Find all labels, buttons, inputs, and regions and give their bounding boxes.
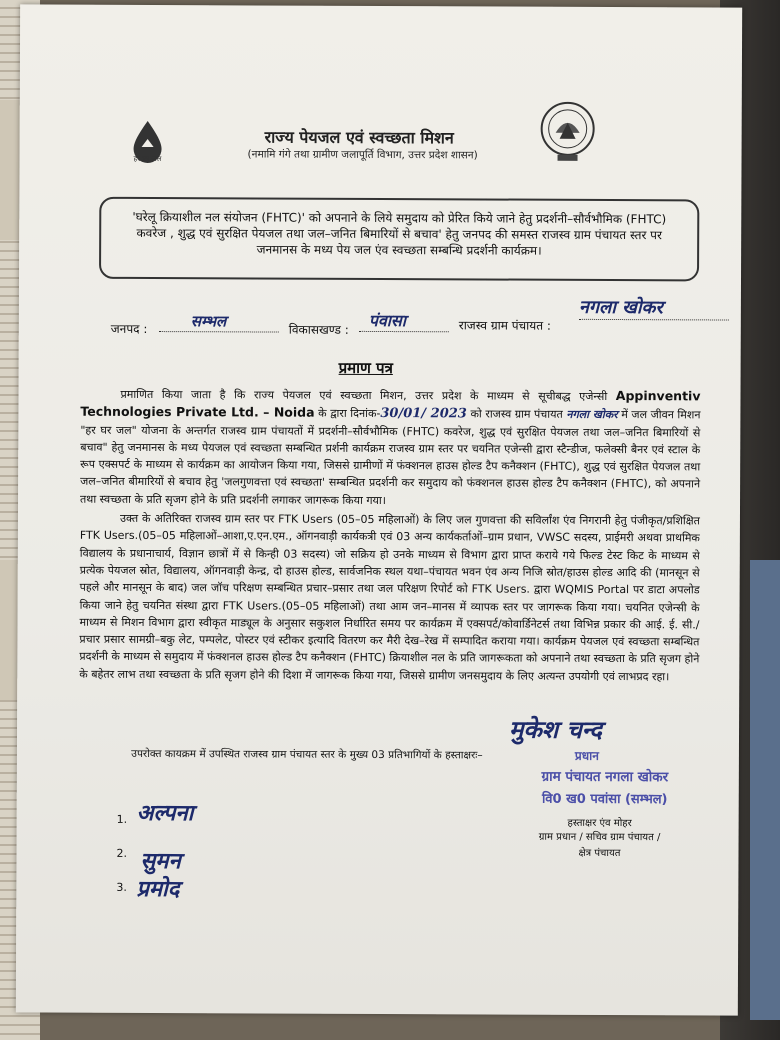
witness-3-signature: प्रमोद xyxy=(136,875,180,903)
village-field xyxy=(579,295,729,321)
logo-caption: हर घर जल xyxy=(133,154,162,164)
district-label: जनपद : xyxy=(110,321,148,336)
certificate-heading: प्रमाण पत्र xyxy=(338,358,393,378)
signatory-role-label: ग्राम प्रधान / सचिव ग्राम पंचायत / xyxy=(538,831,661,844)
village-value: नगला खोकर xyxy=(579,295,729,321)
stamp-line-1: ग्राम पंचायत नगला खोकर xyxy=(541,768,669,786)
page-title: राज्य पेयजल एवं स्वच्छता मिशन xyxy=(264,127,454,148)
certificate-page xyxy=(16,4,742,1015)
witness-intro: उपरोक्त कायक्रम में उपस्थित राजस्व ग्राम पंचायत स्तर के मुख्य 03 प्रतिभागियों के हस्ताक्षरः– xyxy=(131,747,483,762)
date-prefix: के द्वारा दिनांक- xyxy=(318,407,381,421)
signatory-area-label: क्षेत्र पंचायत xyxy=(578,847,621,860)
district-field xyxy=(159,311,279,333)
program-banner: 'घरेलू क्रियाशील नल संयोजन (FHTC)' को अपनाने के लिये समुदाय को प्रेरित किये जाने हेतु प्रदर्शनी–सौर्वभौमिक (FHTC) कवरेज , शुद्ध एवं सुरक्षित पेयजल तथा जल–जनित बिमारियों से बचाव' हेतु जनपद की समस्त राजस्व ग्राम पंचायत स्तर पर जनमानस के मध्य पेय जल एंव स्वच्छता सम्बन्धि प्रदर्शनी कार्यक्रम। xyxy=(99,197,699,282)
pradhan-signature: मुकेश चन्द xyxy=(508,714,602,744)
para1-rest: में जल जीवन मिशन "हर घर जल" योजना के अन्तर्गत राजस्व ग्राम पंचायतों में प्रदर्शनी–सौर्वभौमिक (FHTC) कवरेज, शुद्ध एवं सुरक्षित पेयजल तथा जल–जनित बिमारियों से बचाव" हेतु जनमानस के मध्य पेयजल एवं स्वच्छता सम्बन्धित प्रर्शनी कार्यक्रम राजस्व ग्राम स्तर पर चयनित एजेन्सी द्वारा स्टैन्डीज, फलेक्सी बैनर एवं स्टाल के रूप एक्सपर्ट के माध्यम से कार्यक्रम का आयोजन किया गया, जिससे ग्रामीणों में फंक्शनल हाउस होल्ड टैप कनैक्शन (FHTC), शुद्ध एवं सुरक्षित पेयजल तथा जल–जनित बीमारियों से बचाव हेतु 'जलगुणवत्ता एवं स्वच्छता' सम्बन्धित प्रदर्शनी कर समुदाय को फंक्शनल हाउस होल्ड टैप कनैक्शन (FHTC), को अपनाने तथा स्वच्छता के प्रति सृजग होने के प्रति प्रदर्शनी लगाकर जागरूक किया गया। xyxy=(80,408,701,507)
block-field xyxy=(359,309,449,332)
witness-1-number: 1. xyxy=(116,812,128,826)
district-value: सम्भल xyxy=(159,311,279,333)
witness-2-signature: सुमन xyxy=(140,847,181,875)
certificate-body xyxy=(79,385,700,686)
village-label: राजस्व ग्राम पंचायत : xyxy=(458,318,551,333)
paragraph-2: उक्त के अतिरिक्त राजस्व ग्राम स्तर पर FTK Users (05–05 महिलाओं) के लिए जल गुणवत्ता की सविर्लांश एंव निगरानी हेतु पंजीकृत/प्रशिक्षित FTK Users.(05–05 महिलाओं–आशा,ए.एन.एम., ऑगनवाड़ी कार्यकत्री एवं 03 अन्य कार्यकर्ताओं–ग्राम प्रधान, VWSC सदस्य, प्राईमरी अथवा प्राथमिक विद्यालय के प्रधानाचार्य, विज्ञान छात्रों में से किन्ही 03 सदस्य) जो सक्रिय हो उनके माध्यम से विभाग द्वारा प्राप्त कराये गये फिल्ड टेस्ट किट के माध्यम से प्रत्येक पेयजल स्रोत, विद्यालय, ऑगनवाड़ी केन्द्र, दो हाउस होल्ड, सार्वजनिक स्थल यथा–पंचायत भवन एंव अन्य निजि स्रोत/हाउस होल्ड आदि की (मानसून से पहले और मानसून के बाद) जल जॉच परिक्षण सम्बन्धित प्रचार–प्रसार तथा जल परिक्षण रिपोर्ट को FTK Users. द्वारा WQMIS Portal पर डाटा अपलोड किया जाने हेतु चयनित संस्था द्वारा FTK Users.(05–05 महिलाओं) तथा आम जन–मानस में व्यापक स्तर पर जागरूक किया गया। चयनित एजेन्सी के माध्यम से मिशन विभाग द्वारा स्वीकृत माड्यूल के अनुसार सकुशल निर्धारित समय पर कार्यक्रम में एक्सपर्ट/कोवार्डिनेटर्स तथा विभिन्न प्रकार की आई. ई. सी./प्रचार प्रसार सामग्री–बकु लेट, पम्पलेट, पोस्टर एवं स्टीकर इत्यादि वितरण कर मैरी देख–रेख में सम्पादित कराया गया। कार्यक्रम पेयजल एवं स्वच्छता सम्बन्धित प्रदर्शनी के माध्यम से समुदाय में फंक्शनल हाउस होल्ड टैप कनैक्शन (FHTC) क्रियाशील नल के प्रति जागरूकता को अपनाने तथा स्वच्छता के प्रति सृजग होने के बहेतर लाभ तथा स्वच्छता के प्रति सृजग होने की दिशा में जागरूक किया गया, जिससे ग्रामीण जनसमुदाय के लिए अत्यन्त उपयोगी एवं लाभप्रद रहा। xyxy=(79,511,700,684)
pradhan-title: प्रधान xyxy=(574,748,599,763)
witness-1-signature: अल्पना xyxy=(136,799,194,827)
background-paper xyxy=(750,560,780,1020)
agency-name: Appinventiv Technologies Private Ltd. – Noida xyxy=(80,388,701,421)
paragraph-1 xyxy=(80,385,701,511)
up-government-emblem xyxy=(538,99,598,165)
signature-seal-label: हस्ताक्षर एंव मोहर xyxy=(567,817,632,830)
witness-3-number: 3. xyxy=(116,880,127,894)
para1-mid: को राजस्व ग्राम पंचायत xyxy=(470,407,563,422)
para1-intro: प्रमाणित किया जाता है कि राज्य पेयजल एवं स्वच्छता मिशन, उत्तर प्रदेश के माध्यम से सूचीबद्ध एजेन्सी xyxy=(120,387,608,403)
program-date: 30/01/ 2023 xyxy=(380,406,467,422)
block-label: विकासखण्ड : xyxy=(288,322,349,337)
page-subtitle: (नमामि गंगे तथा ग्रामीण जलापूर्ति विभाग, उत्तर प्रदेश शासन) xyxy=(247,148,478,162)
block-value: पंवासा xyxy=(359,309,449,332)
stamp-line-2: वि0 ख0 पवांसा (सम्भल) xyxy=(541,791,668,808)
witness-2-number: 2. xyxy=(116,846,128,860)
village-handwritten: नगला खोकर xyxy=(566,408,618,422)
